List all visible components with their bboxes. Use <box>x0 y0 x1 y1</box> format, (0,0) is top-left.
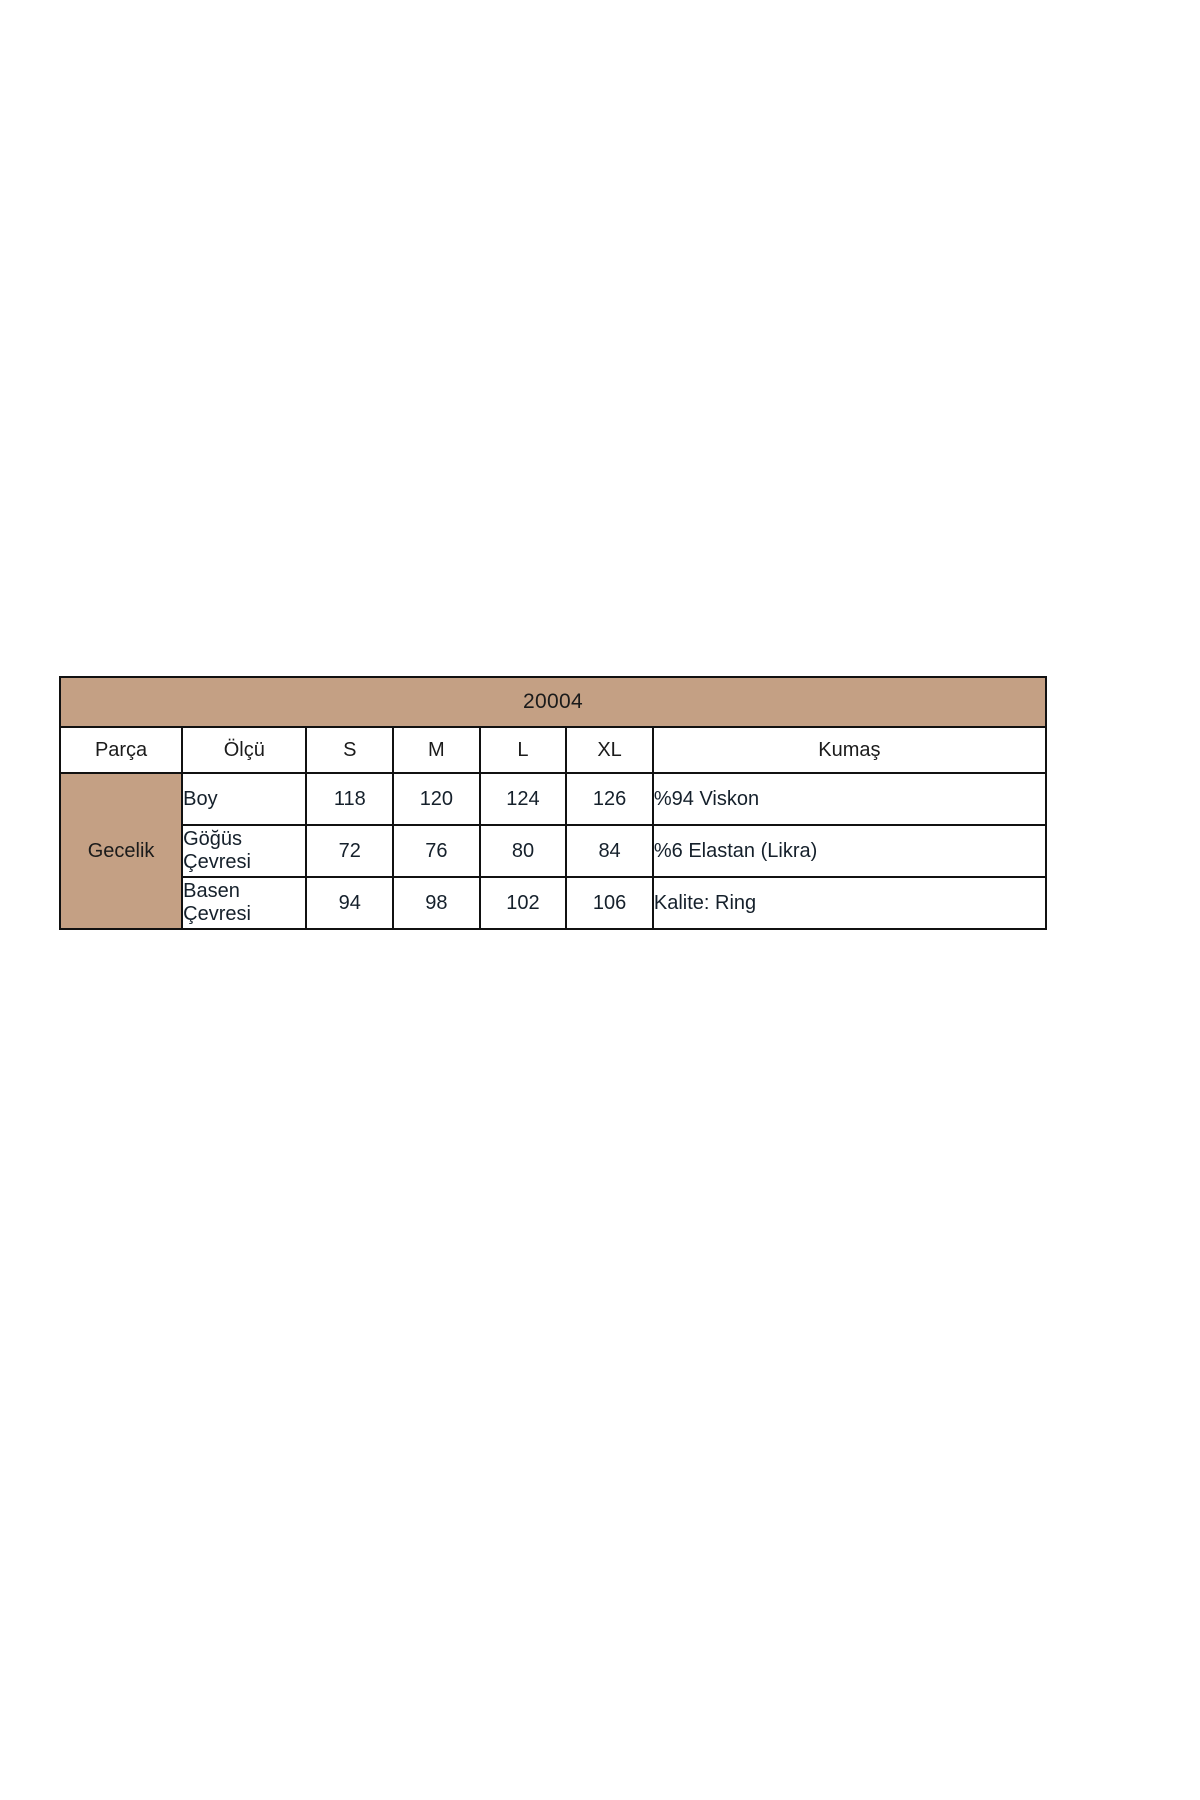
table-header-row <box>60 727 1046 773</box>
header-part: Parça <box>60 727 182 773</box>
value-m: 76 <box>393 825 480 877</box>
size-chart-container <box>59 676 1047 930</box>
table-title-row <box>60 677 1046 727</box>
measure-label: Boy <box>182 773 306 825</box>
value-l: 124 <box>480 773 567 825</box>
value-xl: 106 <box>566 877 653 929</box>
value-m: 120 <box>393 773 480 825</box>
value-s: 118 <box>306 773 393 825</box>
value-s: 94 <box>306 877 393 929</box>
fabric-text-composition-secondary: %6 Elastan (Likra) <box>653 839 818 862</box>
header-fabric: Kumaş <box>653 727 1046 773</box>
fabric-text-quality: Kalite: Ring <box>653 891 757 914</box>
header-size-l: L <box>480 727 567 773</box>
table-row <box>60 877 1046 929</box>
header-size-m: M <box>393 727 480 773</box>
header-measure: Ölçü <box>182 727 306 773</box>
value-xl: 84 <box>566 825 653 877</box>
measure-label: Göğüs Çevresi <box>182 825 306 877</box>
value-l: 102 <box>480 877 567 929</box>
fabric-text-composition-main: %94 Viskon <box>653 787 760 810</box>
table-row <box>60 825 1046 877</box>
size-chart-table <box>59 676 1047 930</box>
header-size-s: S <box>306 727 393 773</box>
value-xl: 126 <box>566 773 653 825</box>
measure-label: Basen Çevresi <box>182 877 306 929</box>
value-m: 98 <box>393 877 480 929</box>
value-s: 72 <box>306 825 393 877</box>
part-name-gecelik: Gecelik <box>60 773 182 929</box>
header-size-xl: XL <box>566 727 653 773</box>
fabric-line-1 <box>653 773 1046 825</box>
product-code-title: 20004 <box>60 677 1046 727</box>
fabric-line-3 <box>653 877 1046 929</box>
fabric-line-2 <box>653 825 1046 877</box>
table-row <box>60 773 1046 825</box>
value-l: 80 <box>480 825 567 877</box>
